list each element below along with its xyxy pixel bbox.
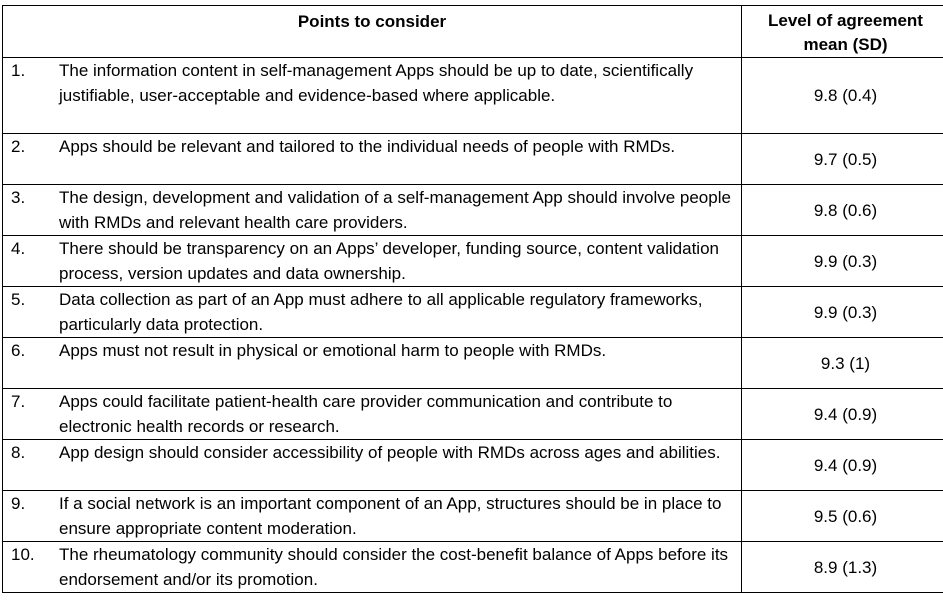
point-text: The design, development and validation of a self-management App should involve people with RMDs and relevant health care providers. bbox=[59, 188, 731, 232]
row-number: 5. bbox=[11, 290, 26, 309]
agreement-value: 8.9 (1.3) bbox=[742, 542, 943, 593]
point-text: Apps could facilitate patient-health care provider communication and contribute to electronic health records or research. bbox=[59, 392, 673, 436]
agreement-header bbox=[742, 6, 943, 58]
row-number: 6. bbox=[11, 341, 26, 360]
point-cell bbox=[3, 287, 742, 338]
point-cell bbox=[3, 338, 742, 389]
points-header: Points to consider bbox=[3, 6, 742, 58]
point-text: App design should consider accessibility of people with RMDs across ages and abilities. bbox=[59, 443, 721, 462]
agreement-value: 9.7 (0.5) bbox=[742, 134, 943, 185]
row-number: 9. bbox=[11, 494, 26, 513]
point-text: The rheumatology community should consider the cost-benefit balance of Apps before its endorsement and/or its promotion. bbox=[59, 545, 729, 589]
table-row bbox=[3, 58, 943, 134]
agreement-value: 9.4 (0.9) bbox=[742, 440, 943, 491]
row-number: 4. bbox=[11, 239, 26, 258]
point-cell bbox=[3, 542, 742, 593]
point-text: If a social network is an important component of an App, structures should be in place to ensure appropriate content moderation. bbox=[59, 494, 722, 538]
point-cell bbox=[3, 58, 742, 134]
point-text: There should be transparency on an Apps’ developer, funding source, content validation process, version updates and data ownership. bbox=[59, 239, 719, 283]
row-number: 1. bbox=[11, 61, 26, 80]
agreement-value: 9.9 (0.3) bbox=[742, 287, 943, 338]
table-row bbox=[3, 185, 943, 236]
point-cell bbox=[3, 440, 742, 491]
table-row bbox=[3, 491, 943, 542]
points-table bbox=[2, 5, 943, 593]
point-text: Data collection as part of an App must adhere to all applicable regulatory frameworks, particularly data protection. bbox=[59, 290, 703, 334]
agreement-header-line2: mean (SD) bbox=[803, 35, 888, 54]
agreement-value: 9.8 (0.6) bbox=[742, 185, 943, 236]
table-row bbox=[3, 338, 943, 389]
table-header-row bbox=[3, 6, 943, 58]
point-cell bbox=[3, 236, 742, 287]
point-text: The information content in self-management Apps should be up to date, scientifically justifiable, user-acceptable and evidence-based where applicable. bbox=[59, 61, 694, 105]
agreement-header-line1: Level of agreement bbox=[768, 11, 923, 30]
table-body bbox=[3, 58, 943, 593]
table-row bbox=[3, 134, 943, 185]
point-cell bbox=[3, 185, 742, 236]
point-cell bbox=[3, 491, 742, 542]
agreement-value: 9.4 (0.9) bbox=[742, 389, 943, 440]
agreement-value: 9.8 (0.4) bbox=[742, 58, 943, 134]
agreement-value: 9.5 (0.6) bbox=[742, 491, 943, 542]
row-number: 2. bbox=[11, 137, 26, 156]
table-row bbox=[3, 440, 943, 491]
row-number: 8. bbox=[11, 443, 26, 462]
point-cell bbox=[3, 389, 742, 440]
point-text: Apps must not result in physical or emotional harm to people with RMDs. bbox=[59, 341, 607, 360]
agreement-value: 9.9 (0.3) bbox=[742, 236, 943, 287]
point-text: Apps should be relevant and tailored to the individual needs of people with RMDs. bbox=[59, 137, 676, 156]
point-cell bbox=[3, 134, 742, 185]
agreement-value: 9.3 (1) bbox=[742, 338, 943, 389]
table-row bbox=[3, 236, 943, 287]
row-number: 10. bbox=[11, 545, 35, 564]
table-row bbox=[3, 287, 943, 338]
row-number: 7. bbox=[11, 392, 26, 411]
row-number: 3. bbox=[11, 188, 26, 207]
table-row bbox=[3, 542, 943, 593]
table-row bbox=[3, 389, 943, 440]
